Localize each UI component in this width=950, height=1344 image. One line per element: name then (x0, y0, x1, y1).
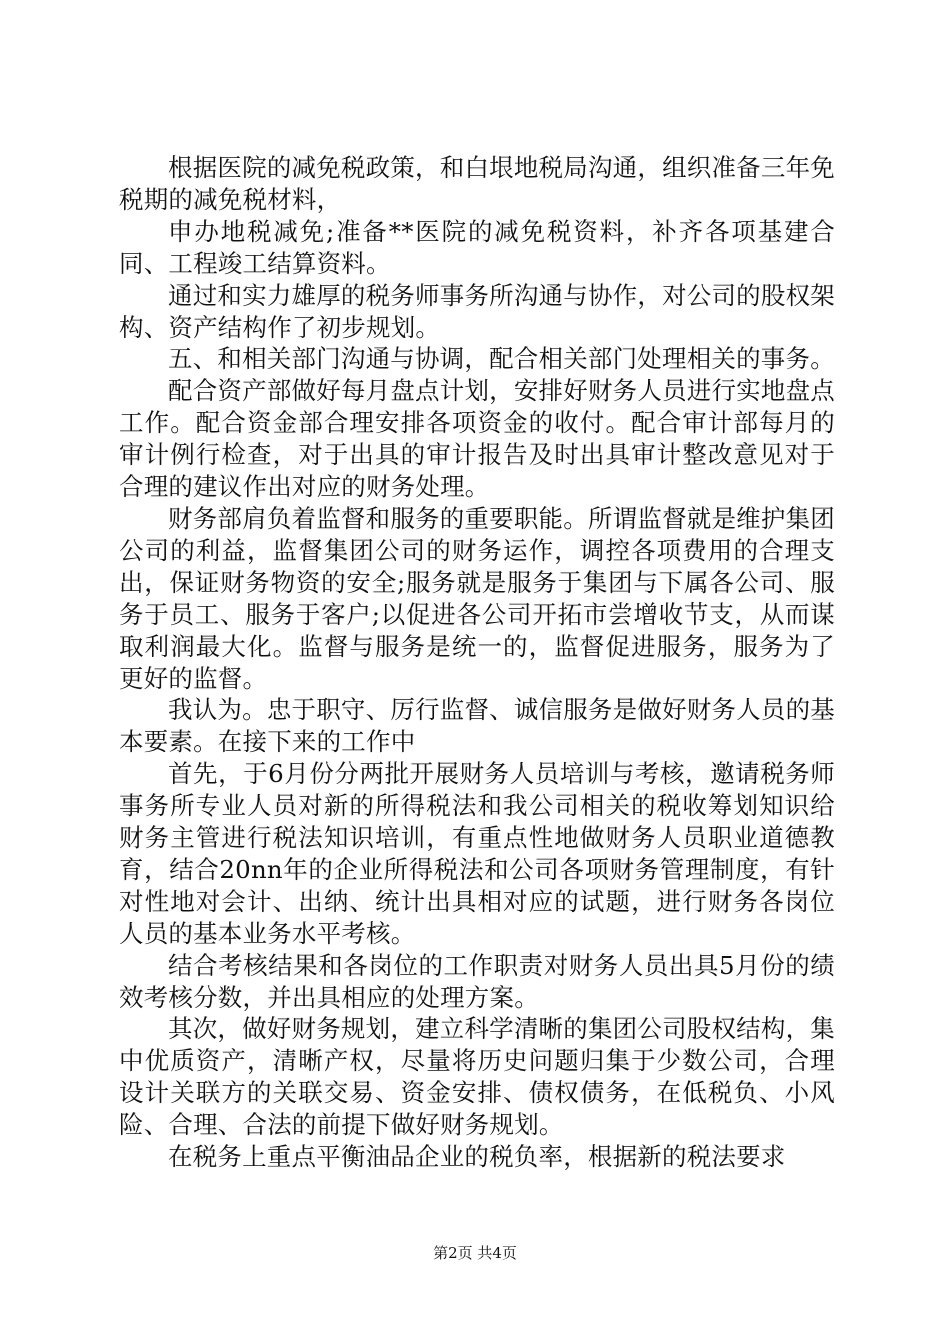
paragraph-hospital-tax-exemption: 根据医院的减免税政策，和白垠地税局沟通，组织准备三年免税期的减免税材料， (119, 153, 835, 214)
paragraph-tax-firm-planning: 通过和实力雄厚的税务师事务所沟通与协作，对公司的股权架构、资产结构作了初步规划。 (119, 280, 835, 342)
paragraph-section-five-heading: 五、和相关部门沟通与协调，配合相关部门处理相关的事务。 (168, 344, 835, 374)
page-number-footer: 第2页 共4页 (433, 1244, 517, 1262)
paragraph-performance-score: 结合考核结果和各岗位的工作职责对财务人员出具5月份的绩效考核分数，并出具相应的处理方案。 (119, 950, 835, 1012)
paragraph-local-tax-reduction: 申办地税减免;准备**医院的减免税资料，补齐各项基建合同、工程竣工结算资料。 (119, 216, 835, 278)
paragraph-opinion: 我认为。忠于职守、厉行监督、诚信服务是做好财务人员的基本要素。在接下来的工作中 (119, 695, 835, 757)
paragraph-training-assessment: 首先，于6月份分两批开展财务人员培训与考核，邀请税务师事务所专业人员对新的所得税法和我公司相关的税收筹划知识给财务主管进行税法知识培训，有重点性地做财务人员职业道德教育，结合20nn年的企业所得税法和公司各项财务管理制度，有针对性地对会计、出纳、统计出具相对应的试题，进行财务各岗位人员的基本业务水平考核。 (119, 759, 835, 948)
paragraph-inventory-audit: 配合资产部做好每月盘点计划，安排好财务人员进行实地盘点工作。配合资金部合理安排各项资金的收付。配合审计部每月的审计例行检查，对于出具的审计报告及时出具审计整改意见对于合理的建议作出对应的财务处理。 (119, 376, 835, 502)
paragraph-financial-planning: 其次，做好财务规划，建立科学清晰的集团公司股权结构，集中优质资产，清晰产权，尽量将历史问题归集于少数公司，合理设计关联方的关联交易、资金安排、债权债务，在低税负、小风险、合理、合法的前提下做好财务规划。 (119, 1014, 835, 1140)
document-body (119, 152, 835, 1173)
paragraph-supervision-service: 财务部肩负着监督和服务的重要职能。所谓监督就是维护集团公司的利益，监督集团公司的财务运作，调控各项费用的合理支出，保证财务物资的安全;服务就是服务于集团与下属各公司、服务于员工、服务于客户;以促进各公司开拓市尝增收节支，从而谋取利润最大化。监督与服务是统一的，监督促进服务，服务为了更好的监督。 (119, 503, 835, 693)
paragraph-tax-burden: 在税务上重点平衡油品企业的税负率，根据新的税法要求 (168, 1142, 786, 1172)
